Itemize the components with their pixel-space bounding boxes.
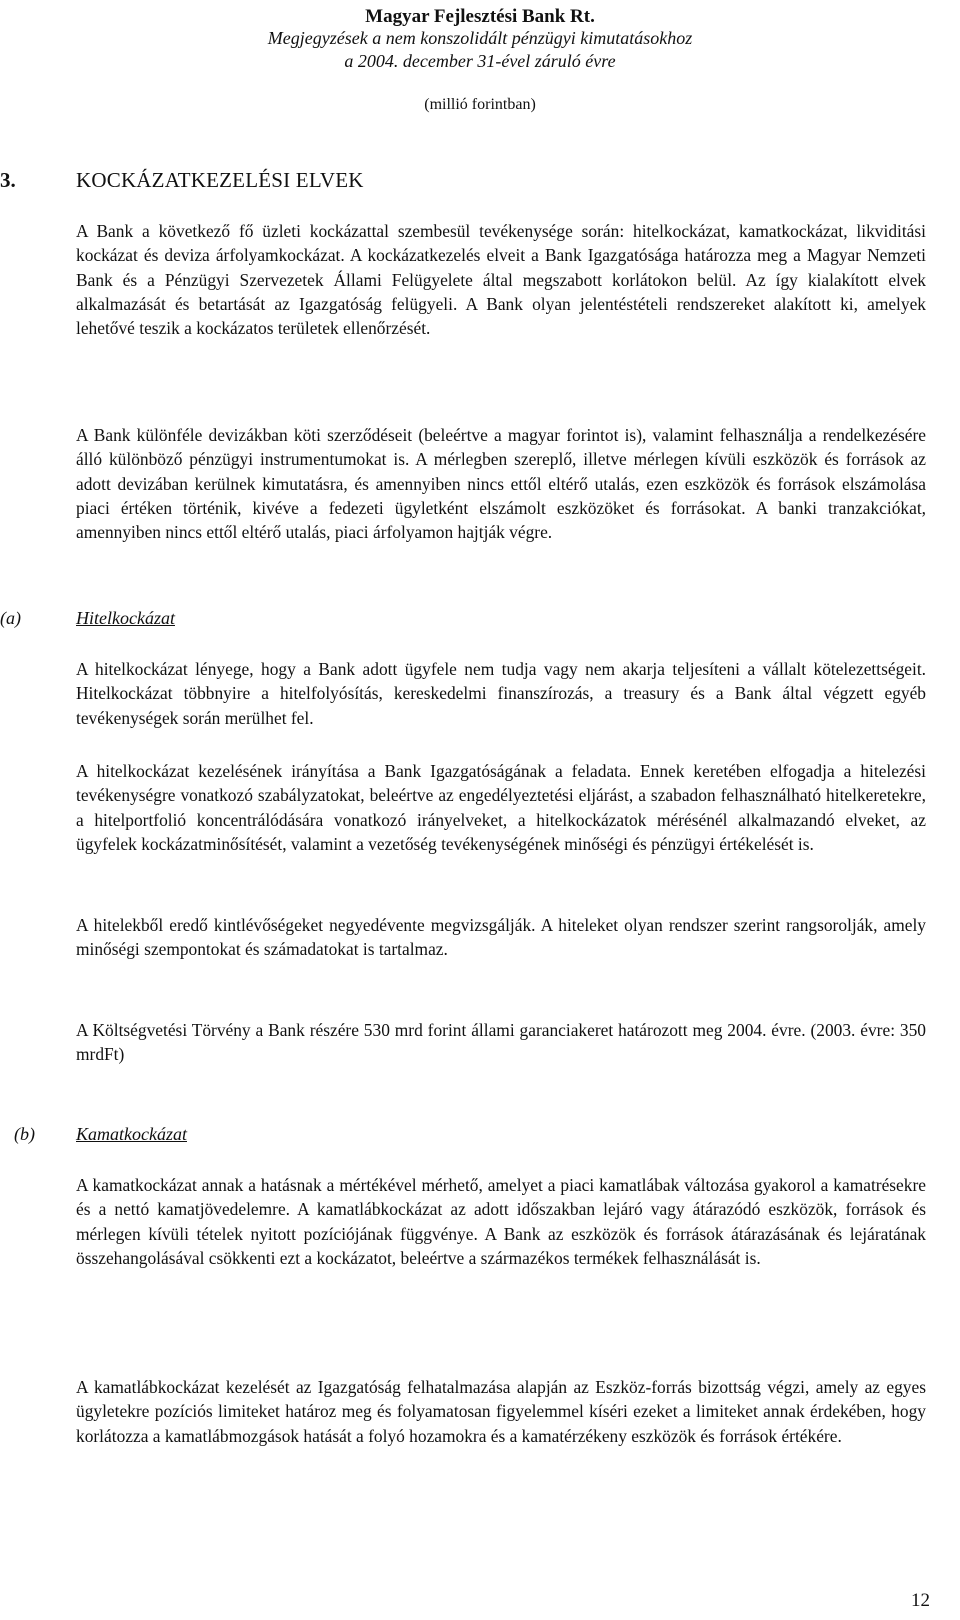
credit-risk-paragraph-4: A Költségvetési Törvény a Bank részére 530 mrd forint állami garanciakeret határozott meg 2004. évre. (2003. évre: 350 mrdFt) [76,1020,926,1065]
document-subtitle: Megjegyzések a nem konszolidált pénzügyi kimutatásokhoz [267,28,693,48]
currency-unit: (millió forintban) [424,96,536,113]
credit-risk-paragraph-1: A hitelkockázat lényege, hogy a Bank adott ügyfele nem tudja vagy nem akarja teljesíteni a vállalt kötelezettségeit. Hitelkockázat többnyire a hitelfolyósítás, kereskedelmi finanszírozás, a treasury és a Bank által végzett egyéb tevékenységek során merülhet fel. [76,659,926,728]
section-number: 3. [0,168,16,192]
subsection-b-title: Kamatkockázat [76,1124,187,1144]
subsection-b-label: (b) [14,1124,35,1144]
page-number: 12 [911,1590,930,1611]
section-title: KOCKÁZATKEZELÉSI ELVEK [76,168,364,192]
interest-risk-paragraph-1: A kamatkockázat annak a hatásnak a mértékével mérhető, amelyet a piaci kamatlábak változása gyakorol a kamatrésekre és a nettó kamatjövedelemre. A kamatlábkockázat az adott időszakban lejáró vagy átárazódó eszközök, források és mérlegen kívüli tételek nyitott pozíciójának függvénye. A Bank az eszközök és források átárazásának és lejáratának összehangolásával csökkenti ezt a kockázatot, beleértve a származékos termékek felhasználását is. [76,1175,926,1268]
period-subtitle: a 2004. december 31-ével záruló évre [344,51,616,71]
subsection-a-label: (a) [0,608,21,628]
intro-paragraph-1: A Bank a következő fő üzleti kockázattal szembesül tevékenysége során: hitelkockázat, kamatkockázat, likviditási kockázat és deviza árfolyamkockázat. A kockázatkezelés elveit a Bank Igazgatósága határozza meg a Magyar Nemzeti Bank és a Pénzügyi Szervezetek Állami Felügyelete által megszabott korlátokon belül. Az így kialakított elvek alkalmazását és betartását az Igazgatóság felügyeli. A Bank olyan jelentéstételi rendszereket alakított ki, amelyek lehetővé teszik a kockázatos területek ellenőrzését. [76,221,926,339]
credit-risk-paragraph-3: A hitelekből eredő kintlévőségeket negyedévente megvizsgálják. A hiteleket olyan rendszer szerint rangsorolják, amely minőségi szempontokat és számadatokat is tartalmaz. [76,915,926,960]
subsection-a-title: Hitelkockázat [76,608,175,628]
interest-risk-paragraph-2: A kamatlábkockázat kezelését az Igazgatóság felhatalmazása alapján az Eszköz-forrás bizottság végzi, amely az egyes ügyletekre pozíciós limiteket határoz meg és folyamatosan figyelemmel kíséri ezeket a limiteket annak érdekében, hogy korlátozza a kamatlábmozgások hatását a folyó hozamokra és a kamatérzékeny eszközök és források értékére. [76,1377,926,1446]
company-name: Magyar Fejlesztési Bank Rt. [365,6,595,27]
credit-risk-paragraph-2: A hitelkockázat kezelésének irányítása a Bank Igazgatóságának a feladata. Ennek keretében elfogadja a hitelezési tevékenységre vonatkozó szabályzatokat, beleértve az engedélyeztetési eljárást, a szabadon felhasználható hitelkeretekre, a hitelportfolió koncentrálódására vonatkozó irányelveket, a hitelkockázatok mérésénél alkalmazandó elveket, az ügyfelek kockázatminősítését, valamint a vezetőség tevékenységének minőségi és pénzügyi értékelését is. [76,761,926,854]
intro-paragraph-2: A Bank különféle devizákban köti szerződéseit (beleértve a magyar forintot is), valamint felhasználja a rendelkezésére álló különböző pénzügyi instrumentumokat is. A mérlegben szereplő, illetve mérlegen kívüli eszközök és források az adott devizában kerülnek kimutatásra, és amennyiben nincs ettől eltérő utalás, ezen eszközök és források elszámolása piaci értéken történik, kivéve a fedezeti ügyletként elszámolt eszközöket és forrásokat. A banki tranzakciókat, amennyiben nincs ettől eltérő utalás, piaci árfolyamon hajtják végre. [76,425,926,543]
